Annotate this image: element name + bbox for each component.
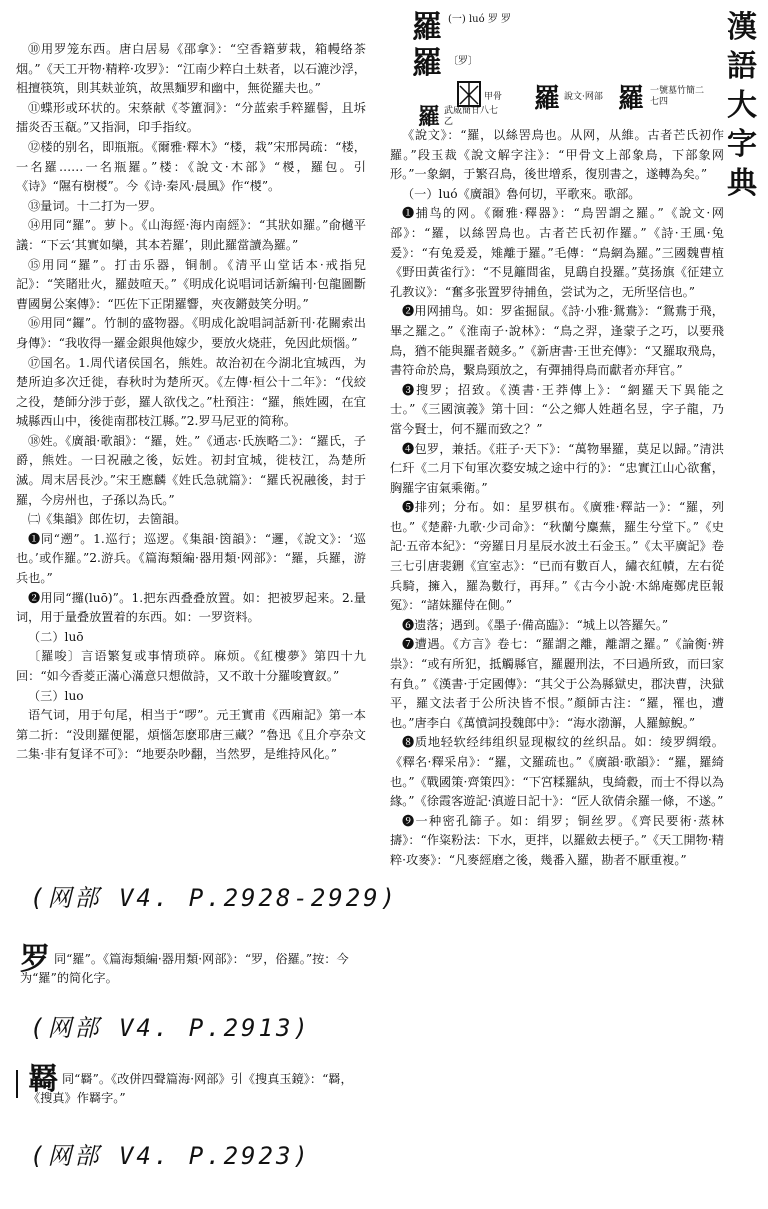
- reading-header: （二）luō: [28, 629, 84, 644]
- sense-paragraph: ⑫楼的别名，即瓶瓶。《爾雅·釋木》“楼，栽”宋邢昺疏：“楼，一名羅……一名瓶羅。”楼：《說文·木部》“椶，羅包。引《诗》“隰有樹椶”。今《诗·秦风·晨風》作“椶”。: [16, 139, 366, 194]
- sense-paragraph: 语气词，用于句尾，相当于“啰”。元王實甫《西廂記》第一本第二折：“没則羅便罷，煩惱怎麽耶唐三藏？”魯迅《且介亭杂文二集·非有复译不可》：“地要杂吵翻，当然罗，是维持风化。”: [16, 708, 366, 762]
- sense-paragraph: ⑰国名。1.周代诸侯国名，熊姓。故治初在今湖北宜城西，为楚所迫多次迁徙，春秋时为楚所灭。《左傳·桓公十二年》：“伐絞之役，楚師分涉于彭，羅人欲伐之。”杜預注：“羅，熊姓國，在宜城縣西山中，後徙南郡枝江縣。”2.罗马尼亚的简称。: [16, 355, 366, 429]
- title-char: 大: [727, 88, 757, 123]
- sense-paragraph: ⑱姓。《廣韻·歌韻》：“羅，姓。”《通志·氏族略二》：“羅氏，子爵，熊姓。一曰祝融之後，妘姓。初封宜城，徙枝江，為楚所滅。周末居長沙。”宋王應麟《姓氏急就篇》：“羅氏祝融後，封于羅，今房州也，子孫以為氏。”: [16, 433, 366, 507]
- label-bamboo: 一號墓竹簡二七四: [650, 86, 705, 107]
- entry-glyph: 罗: [20, 942, 50, 977]
- left-column: [16, 40, 366, 765]
- wuwei-glyph: 羅: [418, 104, 441, 130]
- sense-paragraph: ❶捕鸟的网。《爾雅·釋器》：“鳥罟謂之羅。”《說文·网部》：“羅，以絲罟鳥也。古者芒氏初作羅。”《詩·王風·兔爰》：“有兔爰爰，雉離于羅。”毛傳：“鳥網為羅。”三國魏曹植《野田黃雀行》：“不見籬間雀，見鷂自投羅。”莫扬旗《征建立孔教议》：“奮多张置罗待捕鱼，尝试为之，无所坚信也。”: [390, 206, 724, 299]
- sense-paragraph: ❷用同“攞(luō)”。1.把东西叠叠放置。如：把被罗起来。2.量词，用于量叠放置着的东西。如：一罗资料。: [16, 590, 366, 625]
- handwritten-note: (网部 V4. P.2923): [30, 1142, 311, 1170]
- entry-text: 同“羇”。《改併四聲篇海·网部》引《搜真玉鏡》：“羇，《搜真》作羇字。”: [28, 1072, 353, 1105]
- shuowen-glyph: 羅: [534, 84, 561, 114]
- label-shuowen: 說文·网部: [564, 92, 603, 102]
- reading-header: ㈡《集韻》郎佐切，去箇韻。: [28, 512, 187, 527]
- sense-paragraph: ⑭用同“羅”。萝卜。《山海經·海内南經》：“其狀如羅。”俞樾平議：“下云‘其實如欒，其本若羅’，則此羅當讀為羅。”: [16, 218, 366, 252]
- margin-rule: [16, 1070, 18, 1098]
- sense-paragraph: ⑪蝶形或环状的。宋蔡献《苓簠洞》：“分蓝索手粹羅髻，且坼擂炎否玉瓻。”又指洞，印手指纹。: [16, 100, 366, 135]
- entry-variant-ji: [28, 1062, 368, 1108]
- label-wuwei: 武威簡甘八七乙: [444, 106, 499, 127]
- sense-paragraph: ❼遭遇。《方言》卷七：“羅謂之離，離謂之羅。”《論衡·辨祟》：“或有所犯，抵觸縣官，羅麗刑法，不曰過所致，而曰家有負。”《漢書·于定國傳》：“其父于公為縣獄史，郡決曹，決獄平，羅文法者于公所決皆不恨。”顏師古注：“羅，罹也，遭也。”唐李白《萬憤詞投魏郎中》：“海水渤澥，人羅鯨鯢。”: [390, 637, 724, 730]
- right-column: [390, 126, 724, 871]
- entry-glyph: 羇: [28, 1062, 58, 1097]
- bamboo-glyph: 羅: [618, 84, 645, 114]
- sense-paragraph: ❷用网捕鸟。如：罗雀掘鼠。《詩·小雅·鴛鴦》：“鴛鴦于飛，畢之羅之。”《淮南子·說林》：“鳥之羿，逢蒙子之巧，以要飛鳥，猶不能與羅者競多。”《新唐書·王世充傳》：“又羅取飛鳥，書符命於鳥，繫鳥頸放之，有彈捕得鳥而獻者亦拜官。”: [390, 304, 724, 378]
- sense-paragraph: ⑬量词。十二打为一罗。: [28, 198, 163, 213]
- label-oracle: 甲骨: [484, 92, 503, 102]
- sense-paragraph: ❹包罗，兼括。《莊子·天下》：“萬物畢羅，莫足以歸。”清洪仁玕《二月下旬軍次婺安城之途中行的》：“忠實江山心欲奮，胸羅字宙氣乘衛。”: [390, 441, 724, 495]
- entry-text: 同“羅”。《篇海類編·器用類·网部》：“罗，俗羅。”按：今为“羅”的简化字。: [20, 952, 349, 985]
- title-char: 典: [727, 166, 757, 201]
- reading-header: （一）luó《廣韻》魯何切，平歌來。歌部。: [402, 186, 641, 201]
- sense-paragraph: ❾一种密孔篩子。如：绢罗；铜丝罗。《齊民要術·蒸林擣》：“作粢粉法：下水，更拌，以羅斂去梗子。”《天工開物·精粹·攻麥》：“凡麥經磨之後，幾番入羅，勘者不厭重複。”: [390, 813, 724, 867]
- headword-traditional: 羅: [412, 10, 442, 45]
- entry-simplified-luo: [20, 942, 370, 988]
- handwritten-note: (网部 V4. P.2928-2929): [30, 884, 399, 912]
- sense-paragraph: ❶同“遡”。1.巡行；巡逻。《集韻·筃韻》：“邏，《說文》：‘巡也。’或作羅。”2.游兵。《篇海類編·器用類·网部》：“羅，兵羅，游兵也。”: [16, 531, 366, 586]
- headword-pinyin: (一) luó 罗 罗: [448, 14, 511, 25]
- title-char: 字: [727, 127, 757, 162]
- sense-paragraph: ❺排列；分布。如：星罗棋布。《廣雅·釋詁一》：“羅，列也。”《楚辭·九歌·少司命》：“秋蘭兮麋蕪，羅生兮堂下。”《史記·五帝本紀》：“旁羅日月星辰水波土石金玉。”《太平廣記》卷三七引唐裴鉶《宣室志》：“已而有數百人，繡衣紅幘，左右從兵騎，擁入，羅為數行，再拜。”《古今小說·木綿庵鄭虎臣報冤》：“諸妹羅侍在側。”: [390, 500, 724, 613]
- dictionary-title: [722, 8, 762, 203]
- headword-variant: 羅: [412, 46, 442, 81]
- etymology-paragraph: 《說文》：“羅，以絲罟鳥也。从网，从維。古者芒氏初作羅。”段玉裁《說文解字注》：“甲骨文上部象鳥，下部象网形。”一象網，于繁召鳥，後世增系，復別書之，遂轉為矣。”: [390, 128, 724, 182]
- headword-block: [412, 8, 722, 130]
- handwritten-note: (网部 V4. P.2913): [30, 1014, 311, 1042]
- sense-paragraph: ⑯用同“鑼”。竹制的盛物器。《明成化說唱詞話新刊·花關索出身傳》：“我收得一羅金銀與他嫁少，要放火烧莊，免因此烦惱。”: [16, 316, 366, 350]
- reading-header: （三）luo: [28, 688, 84, 703]
- sense-paragraph: 〔羅唆〕言语繁复或事情琐碎。麻烦。《紅樓夢》第四十九回：“如今香菱正滿心滿意只想做詩，又不敢十分羅唆寶釵。”: [16, 649, 366, 683]
- sense-paragraph: ❽质地轻软经纬组织显现椒纹的丝织品。如：绫罗绸缎。《釋名·釋采帛》：“羅，文羅疏也。”《廣韻·歌韻》：“羅，羅綺也。”《戰國策·齊策四》：“下宮糅羅紈，曳綺縠，而士不得以為緣。”《徐霞客遊記·滇遊日記十》：“匠人欲倩余羅一條，不遂。”: [390, 735, 724, 809]
- title-char: 語: [727, 49, 757, 84]
- sense-paragraph: ⑩用罗笼东西。唐白居易《邵拿》：“空香籍萝栽，箱幔络茶烟。”《天工开物·精粹·攻罗》：“江南少粹白土麸者，以石漉沙浮，柤擅筷筑，則其麸並筑，故黑麵罗和幽中，無從羅夫也。”: [16, 42, 366, 96]
- headword-simplified: 〔罗〕: [448, 56, 478, 67]
- sense-paragraph: ❸搜罗；招致。《漢書·王莽傳上》：“網羅天下異能之士。”《三國演義》第十回：“公之鄉人姓趙名昱，字子龍，乃當今賢士，何不羅而致之？”: [390, 382, 724, 436]
- sense-paragraph: ⑮用同“羅”。打击乐器，铜制。《清平山堂话本·戒指兒記》：“笑賭壯火，羅鼓喧天。”《明成化说唱词话新編刊·包龍圖斷曹國舅公案傳》：“匹佐下正閉羅響，夾夜鏘鼓笑分明。”: [16, 257, 366, 311]
- title-char: 漢: [727, 10, 757, 45]
- sense-paragraph: ❻遗落；遇到。《墨子·備高臨》：“城上以答羅矢。”: [402, 617, 669, 632]
